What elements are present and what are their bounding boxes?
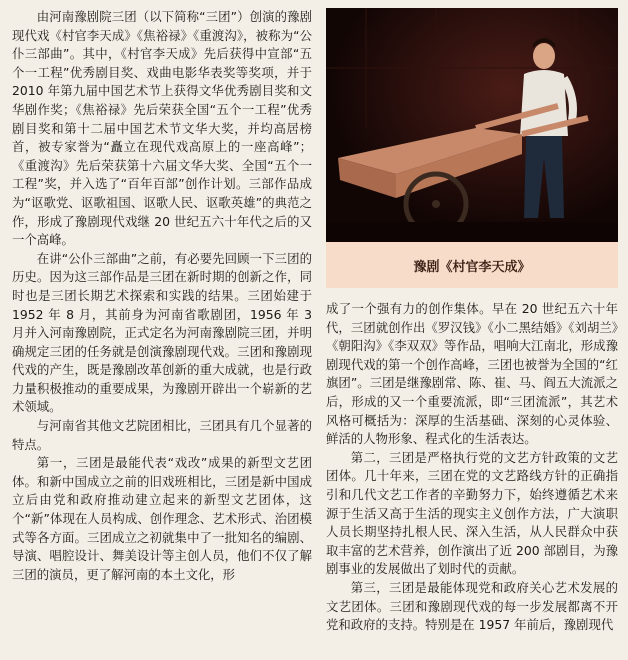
paragraph: 第三，三团是最能体现党和政府关心艺术发展的文艺团体。三团和豫剧现代戏的每一步发展都离不开党和政府的支持。特别是在 1957 年前后，豫剧现代 xyxy=(326,579,618,633)
right-text-column xyxy=(326,300,618,635)
photo-caption-box xyxy=(326,242,618,288)
stage-photo xyxy=(326,8,618,242)
paragraph: 成了一个强有力的创作集体。早在 20 世纪五六十年代，三团就创作出《罗汉钱》《小二黑结婚》《刘胡兰》《朝阳沟》《李双双》等作品，唱响大江南北，形成豫剧现代戏的第一个创作高峰，三团也被誉为全国的“红旗团”。三团是继豫剧常、陈、崔、马、阎五大流派之后，形成的又一个重要流派，即“三团流派”，其艺术风格可概括为：深厚的生活基础、深刻的心灵体验、鲜活的人物形象、程式化的生活表达。 xyxy=(326,301,618,447)
left-text-column xyxy=(12,8,312,584)
stage-photo-illustration xyxy=(326,8,618,242)
paragraph: 与河南省其他文艺院团相比，三团具有几个显著的特点。 xyxy=(12,418,312,452)
paragraph: 第二，三团是严格执行党的文艺方针政策的文艺团体。几十年来，三团在党的文艺路线方针的正确指引和几代文艺工作者的辛勤努力下，始终遵循艺术来源于生活又高于生活的现实主义创作方法，广大演职人员长期坚持扎根人民、深入生活，从人民群众中获取丰富的艺术营养，创作演出了近 200 部剧目，为豫剧事业的发展做出了划时代的贡献。 xyxy=(326,449,618,577)
paragraph: 由河南豫剧院三团（以下简称“三团”）创演的豫剧现代戏《村官李天成》《焦裕禄》《重渡沟》，被称为“公仆三部曲”。其中，《村官李天成》先后获得中宣部“五个一工程”优秀剧目奖、戏曲电影华表奖等奖项，并于 2010 年第九届中国艺术节上获得文华优秀剧目奖和文华剧作奖；《焦裕禄》先后荣获全国“五个一工程”优秀剧目奖和第十二届中国艺术节文华大奖，并均高居榜首，被专家誉为“矗立在现代戏高原上的一座高峰”；《重渡沟》先后荣获第十六届文华大奖、全国“五个一工程”奖，并入选了“百年百部”创作计划。三部作品成为“讴歌党、讴歌祖国、讴歌人民、讴歌英雄”的典范之作，形成了豫剧现代戏继 20 世纪五六十年代之后的又一个高峰。 xyxy=(12,9,312,248)
paragraph: 在讲“公仆三部曲”之前，有必要先回顾一下三团的历史。因为这三部作品是三团在新时期的创新之作，同时也是三团长期艺术探索和实践的结果。三团始建于 1952 年 8 月，其前身为河南省歌剧团，1956 年 3 月并入河南豫剧院，正式定名为河南豫剧院三团，并明确规定三团的任务就是创演豫剧现代戏。三团和豫剧现代戏的产生，既是豫剧改革创新的重大成就，也是行政力量积极推动的重要成果，为豫剧开辟出一个崭新的艺术领域。 xyxy=(12,250,312,415)
photo-caption: 豫剧《村官李天成》 xyxy=(413,259,531,275)
paragraph: 第一，三团是最能代表“戏改”成果的新型文艺团体。和新中国成立之前的旧戏班相比，三团是新中国成立后由党和政府推动建立起来的新型文艺团体，这个“新”体现在人员构成、创作理念、艺术形式、治团模式等各方面。三团成立之初就集中了一批知名的编剧、导演、唱腔设计、舞美设计等主创人员，他们不仅了解三团的演员，更了解河南的本土文化，形 xyxy=(12,455,312,582)
